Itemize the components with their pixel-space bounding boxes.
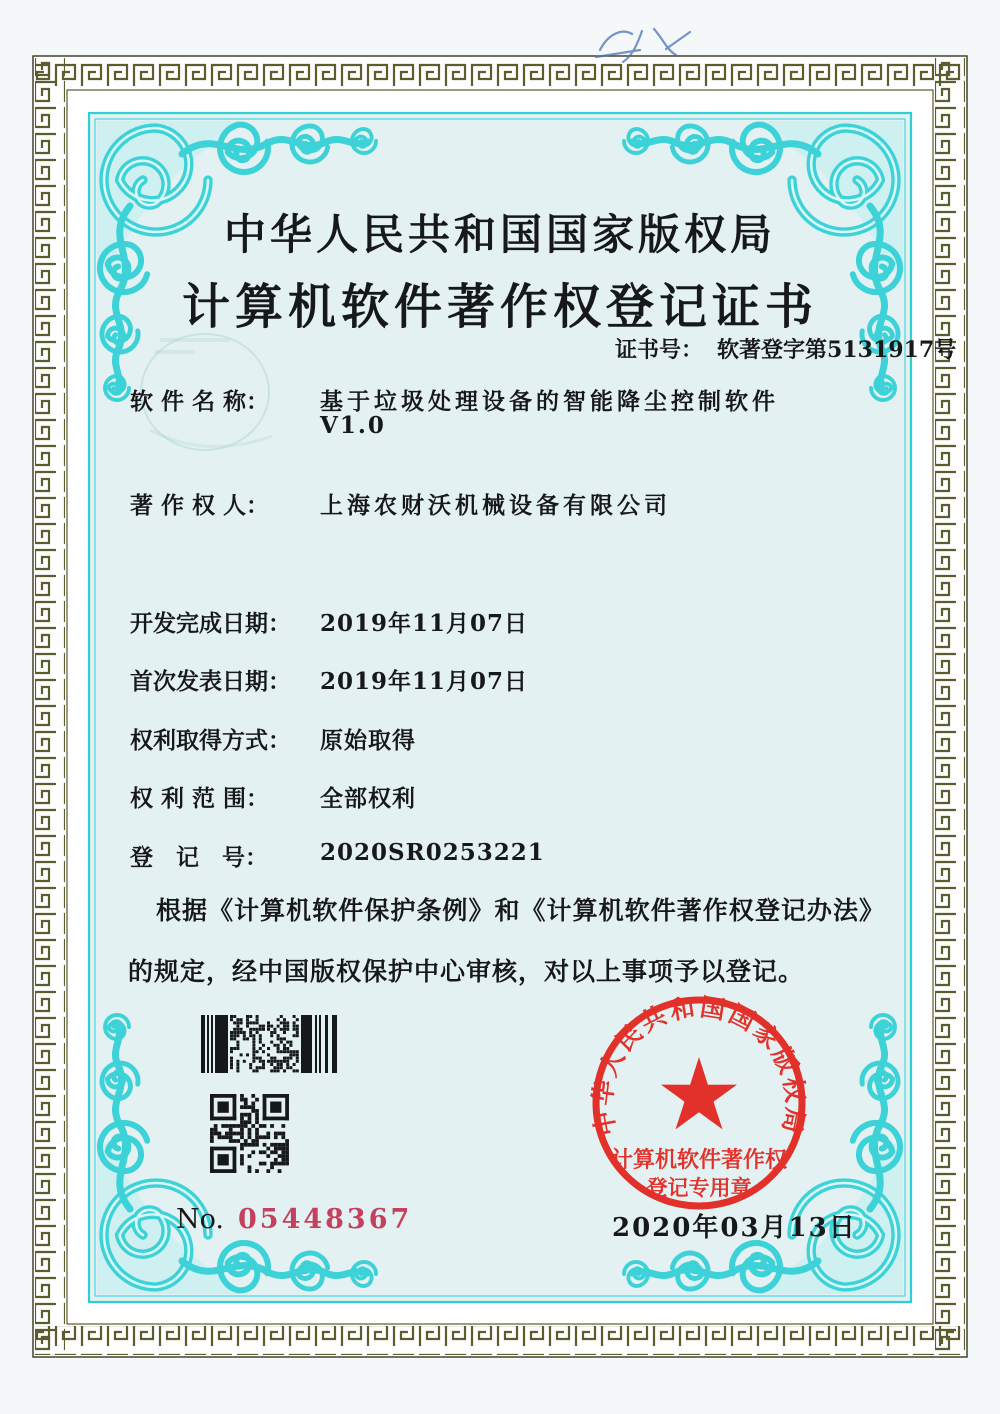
- field-rights-scope: [130, 780, 416, 813]
- field-label: 软 件 名 称：: [130, 388, 270, 415]
- field-label: 权 利 范 围：: [130, 785, 270, 812]
- field-value: 2019年11月07日: [320, 610, 529, 637]
- meander-border-top: [35, 58, 965, 88]
- field-value: 2019年11月07日: [320, 668, 529, 695]
- field-label: 首次发表日期：: [130, 668, 291, 695]
- field-label: 登 记 号：: [130, 844, 268, 871]
- field-copyright-owner: [130, 487, 671, 520]
- field-rights-acquisition: [130, 722, 416, 755]
- seal-ring-text: 中华人民共和国国家版权局: [587, 992, 811, 1139]
- serial-number-label: No.: [176, 1204, 224, 1235]
- registration-statement: 根据《计算机软件保护条例》和《计算机软件著作权登记办法》的规定，经中国版权保护中心审核，对以上事项予以登记。: [128, 896, 885, 986]
- certificate-title: 计算机软件著作权登记证书: [181, 279, 818, 335]
- serial-number-line: [176, 1204, 412, 1235]
- serial-number-value: 05448367: [238, 1204, 413, 1235]
- field-value: 原始取得: [320, 727, 416, 754]
- qr-code: [210, 1094, 289, 1173]
- barcode: [201, 1015, 342, 1073]
- seal-line1: 计算机软件著作权: [610, 1148, 788, 1173]
- field-label: 著 作 权 人：: [130, 492, 270, 519]
- field-value: 2020SR0253221: [320, 839, 545, 866]
- field-software-version: V1.0: [320, 412, 386, 439]
- field-value: 全部权利: [320, 785, 416, 812]
- seal-star: [661, 1057, 737, 1129]
- seal-line2: 登记专用章: [646, 1176, 752, 1200]
- field-label: 开发完成日期：: [130, 610, 291, 637]
- certificate-number-label: 证书号：: [615, 337, 704, 363]
- field-registration-number: [130, 839, 545, 872]
- certificate-number-value: 软著登字第5131917号: [717, 337, 957, 363]
- field-value: 上海农财沃机械设备有限公司: [320, 492, 671, 519]
- authority-title: 中华人民共和国国家版权局: [223, 210, 776, 259]
- field-value: 基于垃圾处理设备的智能降尘控制软件: [320, 388, 779, 415]
- field-first-publication-date: [130, 663, 529, 696]
- meander-border-bottom: [35, 1326, 965, 1355]
- field-software-name: [130, 383, 779, 416]
- certificate-number-line: [615, 333, 956, 364]
- issue-date: 2020年03月13日: [612, 1213, 857, 1243]
- field-development-date: [130, 605, 529, 638]
- field-label: 权利取得方式：: [130, 727, 291, 754]
